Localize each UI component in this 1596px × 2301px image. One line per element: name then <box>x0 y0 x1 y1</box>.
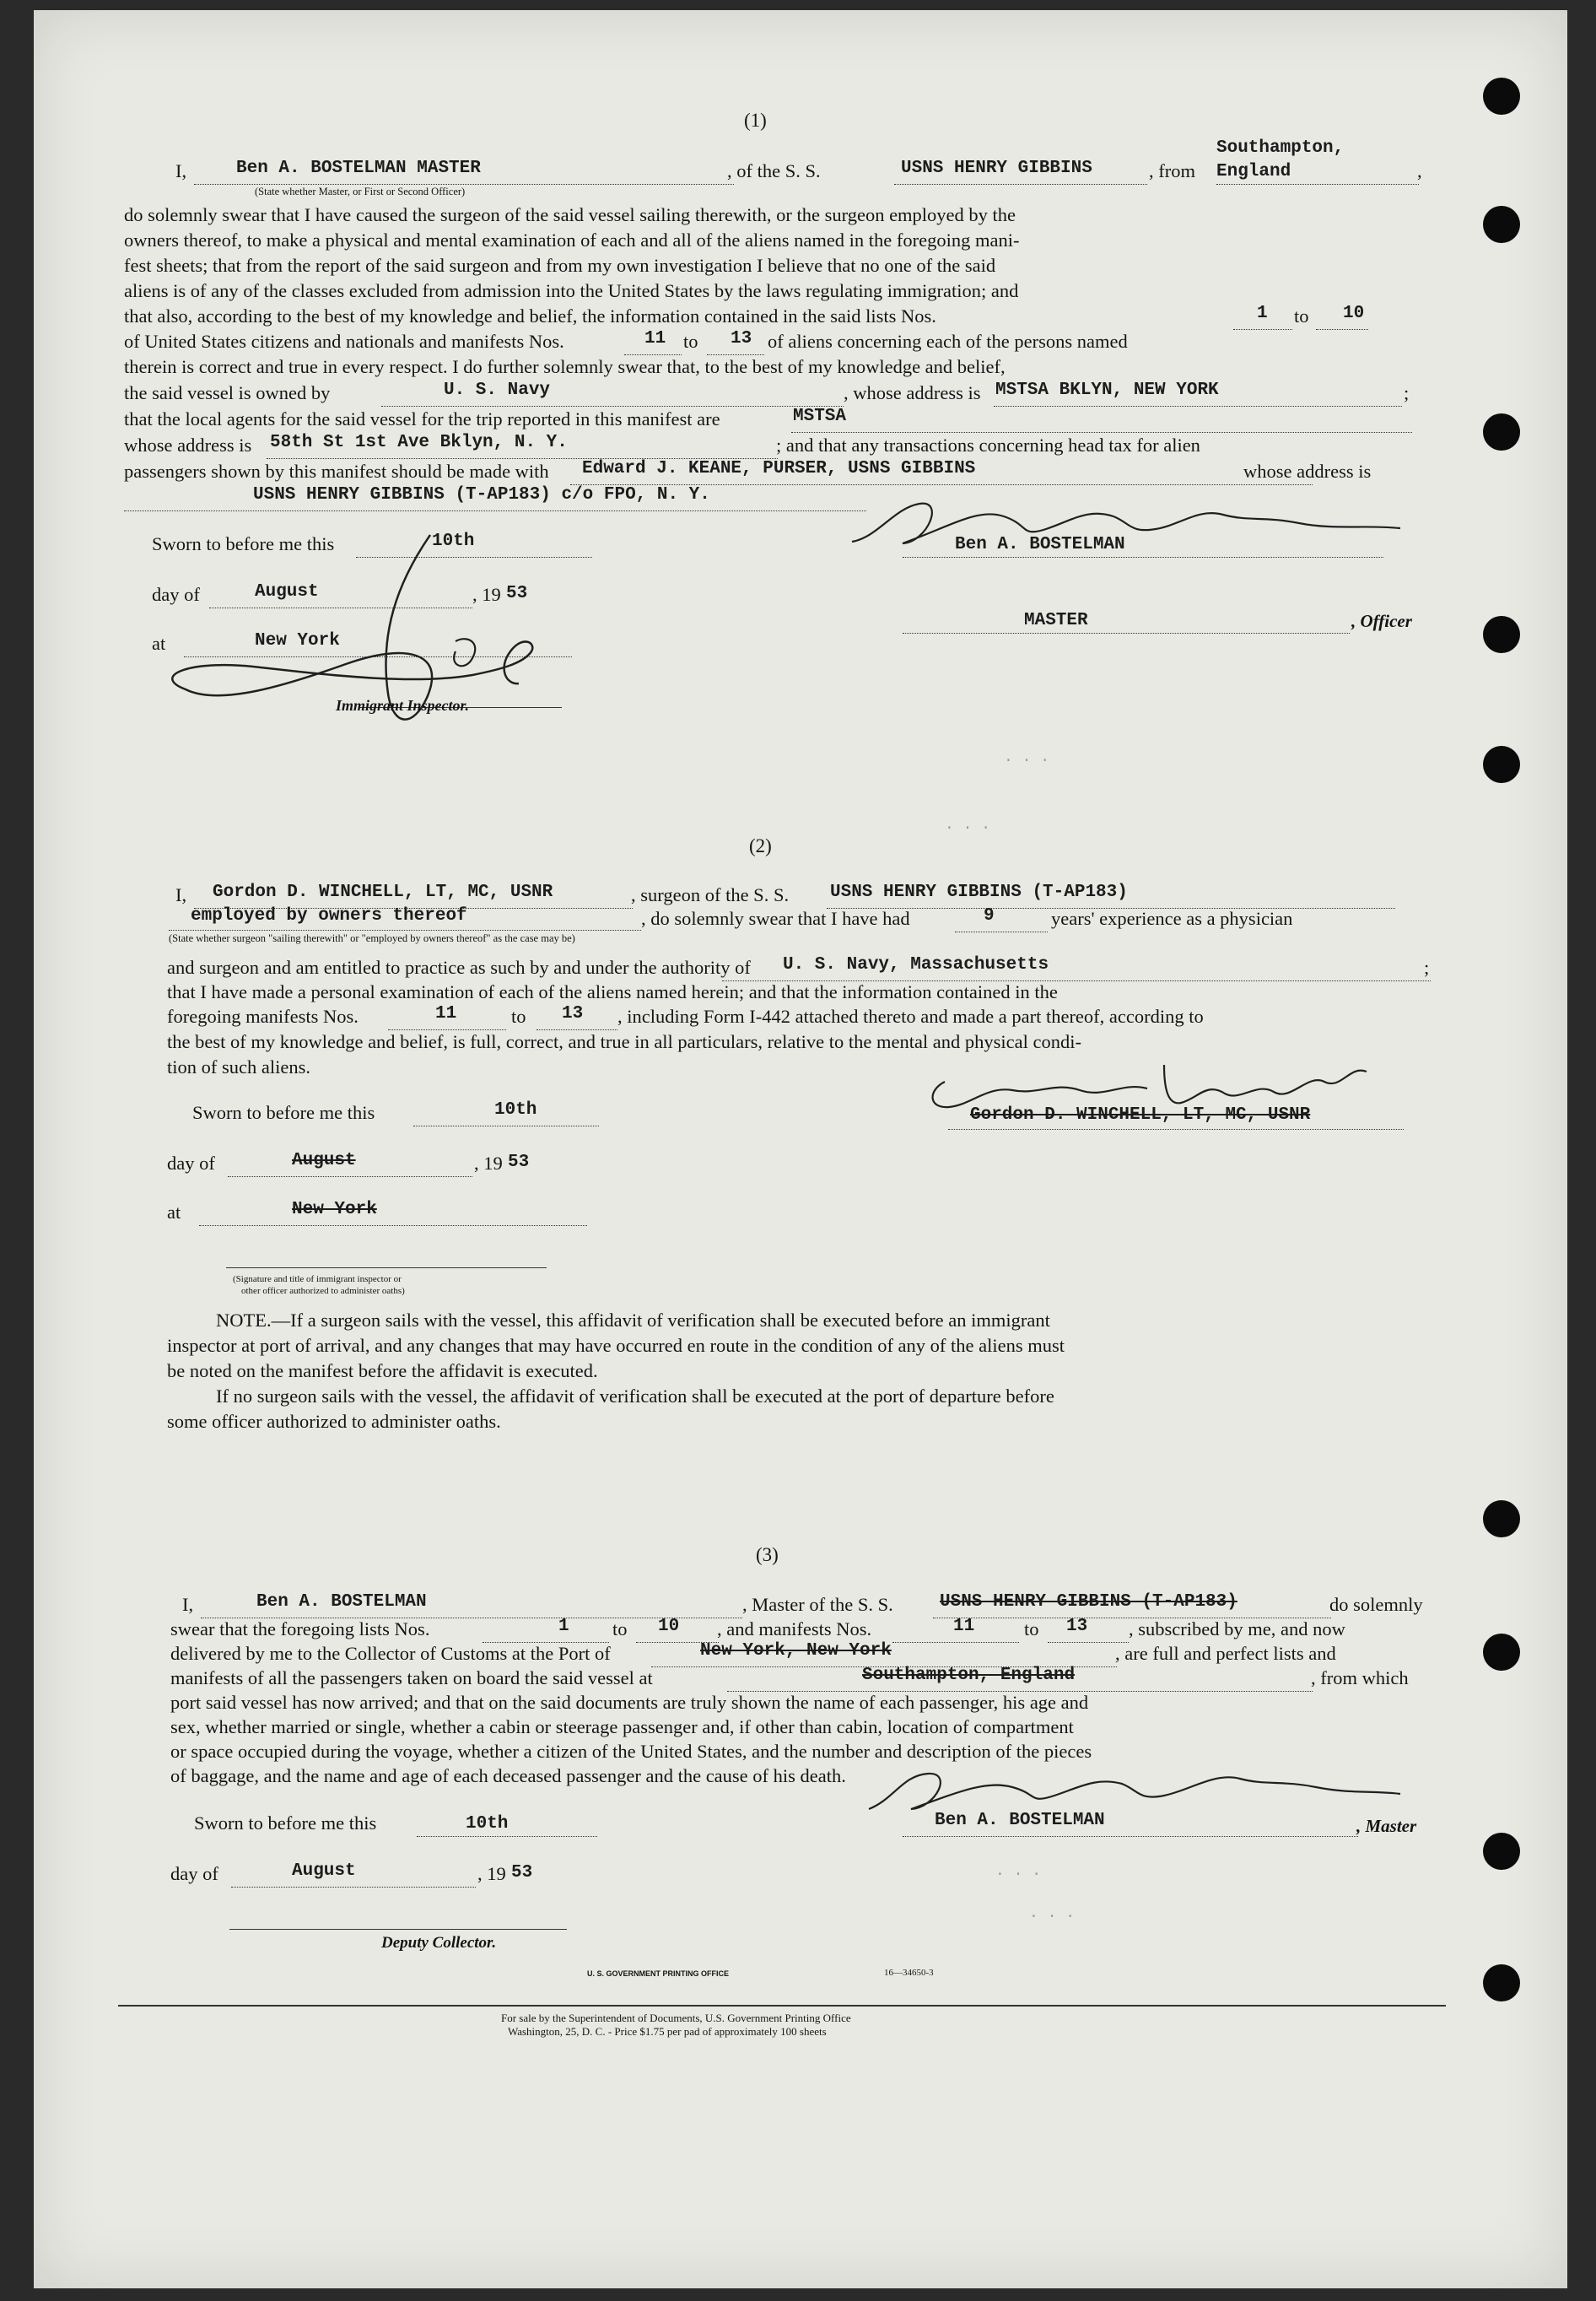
oath-line: therein is correct and true in every respect. I do further solemnly swear that, to the best of my knowledge and belief, <box>124 356 1006 377</box>
surgeon-typed-name: Gordon D. WINCHELL, LT, MC, USNR <box>970 1105 1311 1125</box>
binder-hole <box>1483 206 1520 243</box>
section-3-manifests-from: 11 <box>953 1617 975 1636</box>
surgeon-manifests-from: 11 <box>435 1004 457 1024</box>
oath-line: fest sheets; that from the report of the said surgeon and from my own investigation I believe that no one of the said <box>124 255 996 276</box>
binder-hole <box>1483 1500 1520 1537</box>
surgeon-name: Gordon D. WINCHELL, LT, MC, USNR <box>213 883 553 902</box>
section-3-sworn-month: August <box>292 1861 356 1881</box>
surgeon-sworn-day: 10th <box>494 1100 537 1120</box>
signature-caption-2: other officer authorized to administer oaths) <box>241 1286 405 1296</box>
master-label: , Master <box>1356 1816 1417 1836</box>
surgeon-sworn-place: New York <box>292 1200 377 1219</box>
sworn-label: Sworn to before me this <box>152 533 335 554</box>
agent-address: 58th St 1st Ave Bklyn, N. Y. <box>270 433 568 452</box>
surgeon-authority: U. S. Navy, Massachusetts <box>783 955 1049 975</box>
oath-line: aliens is of any of the classes excluded from admission into the United States by the laws regulating immigration; and <box>124 280 1019 301</box>
surgeon-manifests-to: 13 <box>562 1004 584 1024</box>
officer-label: , Officer <box>1351 611 1412 631</box>
oath-line: passengers shown by this manifest should be made with <box>124 461 549 482</box>
section-3-embark: Southampton, England <box>862 1666 1076 1685</box>
section-3-lists-to: 10 <box>658 1617 680 1636</box>
master-typed-name: Ben A. BOSTELMAN <box>955 535 1125 554</box>
oath-line: do solemnly swear that I have caused the surgeon of the said vessel sailing therewith, or the surgeon employed by the <box>124 204 1016 225</box>
section-3-lists-from: 1 <box>558 1617 569 1636</box>
purser: Edward J. KEANE, PURSER, USNS GIBBINS <box>582 459 976 478</box>
from-label: , from <box>1149 160 1195 181</box>
surgeon-sworn-year: 53 <box>508 1153 530 1172</box>
note-line: be noted on the manifest before the affidavit is executed. <box>167 1360 598 1381</box>
purser-address: USNS HENRY GIBBINS (T-AP183) c/o FPO, N. Y. <box>253 485 710 505</box>
oath-line: the said vessel is owned by <box>124 382 331 403</box>
binder-hole <box>1483 413 1520 451</box>
lists-from: 1 <box>1257 304 1268 323</box>
surgeon-employment: employed by owners thereof <box>191 906 467 926</box>
sworn-day: 10th <box>432 532 475 551</box>
manifests-from: 11 <box>644 329 666 348</box>
sworn-month: August <box>255 582 319 602</box>
master-name: Ben A. BOSTELMAN MASTER <box>236 159 481 178</box>
oath-line: of United States citizens and nationals and manifests Nos. <box>124 331 564 352</box>
surgeon-vessel: USNS HENRY GIBBINS (T-AP183) <box>830 883 1128 902</box>
section-3-master-typed: Ben A. BOSTELMAN <box>935 1811 1105 1830</box>
binder-hole <box>1483 1833 1520 1870</box>
section-3-sworn-day: 10th <box>466 1814 509 1834</box>
section-3-number: (3) <box>756 1544 779 1565</box>
section-3-port: New York, New York <box>700 1641 892 1661</box>
section-1-number: (1) <box>744 110 767 131</box>
sale-notice-1: For sale by the Superintendent of Documents, U.S. Government Printing Office <box>501 2012 851 2024</box>
note-line: inspector at port of arrival, and any changes that may have occurred en route in the condition of any of the aliens must <box>167 1335 1065 1356</box>
master-title: MASTER <box>1024 611 1088 630</box>
oath-line: whose address is <box>124 435 252 456</box>
manifest-affidavit-page: (1) I, Ben A. BOSTELMAN MASTER (State whether Master, or First or Second Officer) , of the S. S. USNS HENRY GIBBINS , from Southampton, England , do solemnly swear that I have caused the surgeon of the said vessel sailing therewith, or the surgeon employed by the owners thereof, to make a physical and mental examination of each and all of the aliens named in the foregoing mani- fest sheets; that from the report of the said surgeon and from my own investigation I believe that no one of the said aliens is of any of the classes excluded from admission into the United States by the laws regulating immigration; and that also, according to the best of my knowledge and belief, the information contained in the said lists Nos. 1 to 10 of United States citizens and nationals and manifests Nos. 11 to 13 of aliens concerning each of the persons named therein is correct and true in every respect. I do further solemnly swear that, to the best of my knowledge and belief, the said vessel is owned by U. S. Navy , whose address is MSTSA BKLYN, NEW YORK ; that the local agents for the said vessel for the trip reported in this manifest are MSTSA whose address is 58th St 1st Ave Bklyn, N. Y. ; and that any transactions concerning head tax for alien passengers shown by this manifest should be made with Edward J. KEANE, PURSER, USNS GIBBINS whose address is USNS HENRY GIBBINS (T-AP183) c/o FPO, N. Y. Sworn to before me this 10th day of August , 19 53 at New York Immigrant Inspector. Ben A. BOSTELMAN MASTER , Officer · · · · · · (2) I, Gordon D. WINCHELL, LT, MC, USNR , surgeon of the S. S. USNS HENRY GIBBINS (T-AP183) employed by owners thereof (State whether surgeon "sailing therewith" or "employed by owners thereof" as the case may be) , do solemnly swear that I have had 9 years' experience as a physician and surgeon and am entitled to practice as such by and under the authority of U. S. Navy, Massachusetts ; that I have made a personal examination of each of the aliens named herein; and that the information contained in the foregoing manifests Nos. 11 to 13 , including Form I-442 attached thereto and made a part thereof, according to the best of my knowledge and belief, is full, correct, and true in all particulars, relative to the mental and physical condi- tion of such aliens. Sworn to before me this 10th day of August , 19 53 at New York Gordon D. WINCHELL, LT, MC, USNR (Signature and title of immigrant inspector or other officer authorized to administer oaths) NOTE.—If a surgeon sails with the vessel, this affidavit of verification shall be executed before an immigrant inspector at port of arrival, and any changes that may have occurred en route in the condition of any of the aliens must be noted on the manifest before the affidavit is executed. If no surgeon sails with the vessel, the affidavit of verification shall be executed at the port of departure before some officer authorized to administer oaths. (3) I, Ben A. BOSTELMAN , Master of the S. S. USNS HENRY GIBBINS (T-AP183) do solemnly swear that the foregoing lists Nos. 1 to 10 , and manifests Nos. 11 to 13 , subscribed by me, and now delivered by me to the Collector of Customs at the Port of New York, New York , are full and perfect lists and manifests of all the passengers taken on board the said vessel at Southampton, England , from which port said vessel has now arrived; and that on the said documents are truly shown the name of each passenger, his age and sex, whether married or single, whether a cabin or steerage passenger and, if other than cabin, location of compartment or space occupied during the voyage, whether a citizen of the United States, and the number and description of the pieces of baggage, and the name and age of each deceased passenger and the cause of his death. Ben A. BOSTELMAN , Master Sworn to before me this 10th day of August , 19 53 Deputy Collector. · · · · · · U. S. GOVERNMENT PRINTING OFFICE 16—34650-3 For sale by the Superintendent of Documents, U.S. Government Printing Office Washington, 25, D. C. - Price $1.75 per pad of approximately 100 sheets <box>34 10 1567 2288</box>
surgeon-sworn-month: August <box>292 1151 356 1170</box>
sale-notice-2: Washington, 25, D. C. - Price $1.75 per pad of approximately 100 sheets <box>508 2025 827 2038</box>
section-2-number: (2) <box>749 835 772 856</box>
section-1-i: I, <box>175 160 187 181</box>
from-country: England <box>1216 162 1291 181</box>
signature-caption-1: (Signature and title of immigrant inspector or <box>233 1274 402 1284</box>
deputy-collector-caption: Deputy Collector. <box>381 1934 497 1952</box>
note-line: If no surgeon sails with the vessel, the affidavit of verification shall be executed at the port of departure before <box>216 1385 1054 1407</box>
lists-to: 10 <box>1343 304 1365 323</box>
binder-hole <box>1483 78 1520 115</box>
master-signature-3 <box>844 1757 1417 1824</box>
binder-hole <box>1483 616 1520 653</box>
section-3-sworn-year: 53 <box>511 1863 533 1882</box>
binder-hole <box>1483 1634 1520 1671</box>
vessel-name: USNS HENRY GIBBINS <box>901 159 1092 178</box>
section-3-master-name: Ben A. BOSTELMAN <box>256 1592 427 1612</box>
manifests-to: 13 <box>731 329 752 348</box>
printing-office: U. S. GOVERNMENT PRINTING OFFICE <box>587 1969 730 1978</box>
section-3-vessel: USNS HENRY GIBBINS (T-AP183) <box>940 1592 1237 1612</box>
owner: U. S. Navy <box>444 381 551 400</box>
binder-hole <box>1483 746 1520 783</box>
oath-line: that also, according to the best of my knowledge and belief, the information contained in the said lists Nos. <box>124 305 936 327</box>
section-1-of-ss: , of the S. S. <box>727 160 821 181</box>
employment-caption: (State whether surgeon "sailing therewith" or "employed by owners thereof" as the case may be) <box>169 932 575 944</box>
master-caption: (State whether Master, or First or Second Officer) <box>255 186 466 197</box>
owner-address: MSTSA BKLYN, NEW YORK <box>995 381 1219 400</box>
inspector-caption: Immigrant Inspector. <box>336 697 470 714</box>
sworn-year: 53 <box>506 584 528 603</box>
section-3-manifests-to: 13 <box>1066 1617 1088 1636</box>
years-experience: 9 <box>984 906 995 926</box>
note-line: some officer authorized to administer oaths. <box>167 1411 501 1432</box>
oath-line: owners thereof, to make a physical and mental examination of each and all of the aliens named in the foregoing mani- <box>124 230 1020 251</box>
sworn-place: New York <box>255 631 340 651</box>
oath-line: that the local agents for the said vessel for the trip reported in this manifest are <box>124 408 720 429</box>
from-city: Southampton, <box>1216 138 1345 158</box>
agents: MSTSA <box>793 407 847 426</box>
form-code: 16—34650-3 <box>884 1968 934 1978</box>
note-line: NOTE.—If a surgeon sails with the vessel, this affidavit of verification shall be executed before an immigrant <box>216 1310 1050 1331</box>
binder-hole <box>1483 1964 1520 2001</box>
